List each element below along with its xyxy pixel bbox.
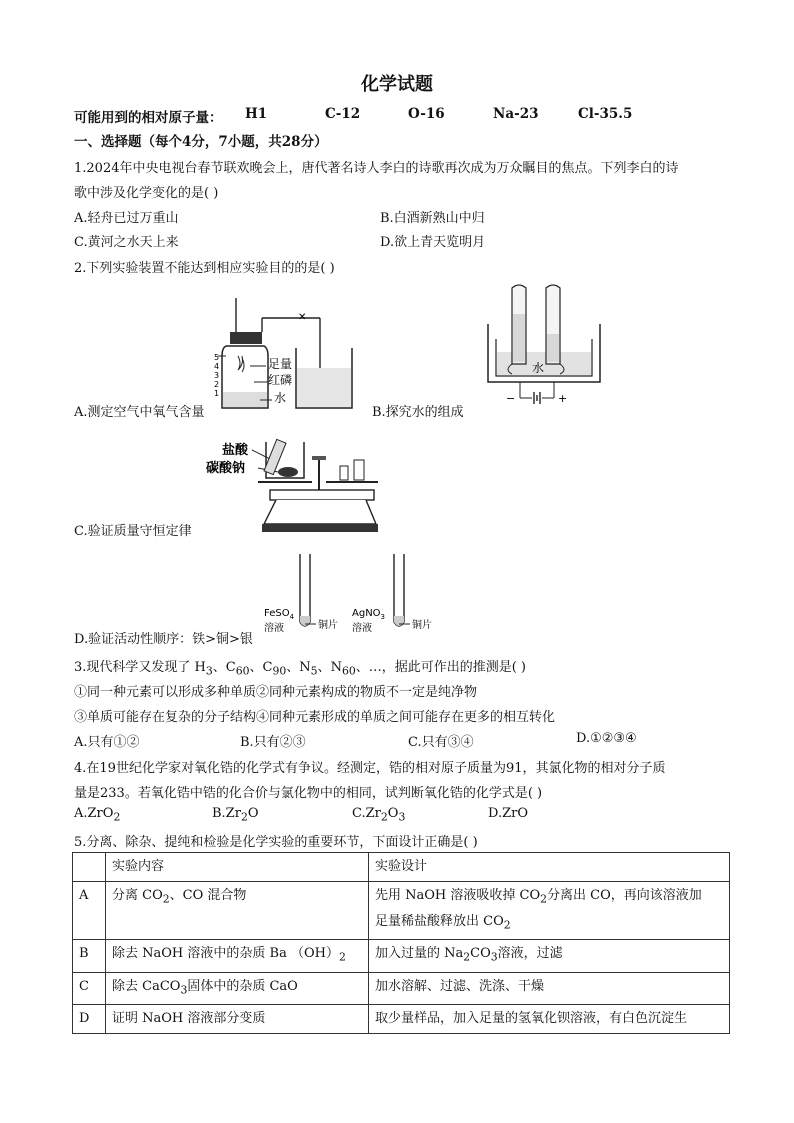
q1-option-a: A.轻舟已过万重山 xyxy=(74,211,179,226)
q4-stem-line1: 4.在19世纪化学家对氧化锆的化学式有争议。经测定，锆的相对原子质量为91，其氯化物的相对分子质 xyxy=(74,761,666,776)
q4-option-c: $C.Zr_2O_3$ xyxy=(352,806,406,824)
q4-stem-line2: 量是233。若氧化锆中锆的化合价与氯化物中的相同，试判断氧化锆的化学式是( ) xyxy=(74,786,543,801)
row-key: B xyxy=(73,940,106,973)
q1-option-b: B.白酒新熟山中归 xyxy=(380,211,485,226)
figure-a-apparatus xyxy=(212,296,362,414)
q5-table xyxy=(72,852,730,1034)
row-key: C xyxy=(73,972,106,1005)
q1-option-c: C.黄河之水天上来 xyxy=(74,235,179,250)
row-design: 加水溶解、过滤、洗涤、干燥 xyxy=(369,972,730,1005)
row-design: 取少量样品，加入足量的氢氧化钡溶液，有白色沉淀生 xyxy=(369,1005,730,1034)
figure-a-tick-1: 1 xyxy=(214,389,220,398)
figure-b-plus: + xyxy=(558,392,568,405)
q3-option-c: C.只有③④ xyxy=(408,735,474,750)
row-design: 加入过量的 $Na_2CO_3$溶液，过滤 xyxy=(369,940,730,973)
q1-stem-line1: 1.2024年中央电视台春节联欢晚会上，唐代著名诗人李白的诗歌再次成为万众瞩目的焦点。下列李白的诗 xyxy=(74,161,679,176)
q3-option-a: A.只有①② xyxy=(74,735,140,750)
figure-b-water-label: 水 xyxy=(532,361,545,375)
q2-option-d: D.验证活动性顺序：铁>铜>银 xyxy=(74,632,253,647)
q2-option-a: A.测定空气中氧气含量 xyxy=(74,405,205,420)
figure-b-minus: − xyxy=(506,392,516,405)
table-header-design: 实验设计 xyxy=(369,853,730,882)
row-key: A xyxy=(73,882,106,940)
atomic-mass-o: O-16 xyxy=(408,106,445,122)
figure-a-label-sufficient: 足量 xyxy=(268,357,293,371)
q5-stem: 5.分离、除杂、提纯和检验是化学实验的重要环节，下面设计正确是( ) xyxy=(74,835,478,850)
q3-statement-2: ③单质可能存在复杂的分子结构④同种元素形成的单质之间可能存在更多的相互转化 xyxy=(74,710,556,725)
q3-option-d: D.①②③④ xyxy=(576,731,637,746)
table-header-content: 实验内容 xyxy=(106,853,369,882)
q1-option-d: D.欲上青天览明月 xyxy=(380,235,486,250)
figure-c-label-carbonate: 碳酸钠 xyxy=(206,461,246,476)
atomic-mass-label: 可能用到的相对原子量： xyxy=(74,110,223,126)
figure-d-sol2-formula: AgNO$_3$ xyxy=(352,608,386,621)
figure-d-sol1-label: 溶液 xyxy=(264,623,284,634)
q3-stem: 3.现代科学又发现了 $H_3$、$C_{60}$、$C_{90}$、$N_5$、$N_{60}$、…，据此可作出的推测是( ) xyxy=(74,660,526,678)
table-row xyxy=(73,972,730,1005)
table-row xyxy=(73,1005,730,1034)
figure-a-label-water: 水 xyxy=(274,391,287,405)
q2-stem: 2.下列实验装置不能达到相应实验目的的是( ) xyxy=(74,261,335,276)
q4-option-b: $B.Zr_2O$ xyxy=(212,806,259,824)
figure-a-tick-2: 2 xyxy=(214,380,220,389)
figure-d-test-tubes xyxy=(262,552,437,642)
section-heading: 一、选择题（每个4分，7小题，共28分） xyxy=(74,134,328,150)
atomic-mass-cl: Cl-35.5 xyxy=(578,106,633,122)
row-content: 除去 CaCO$_3$固体中的杂质 CaO xyxy=(106,972,369,1005)
row-content: 证明 NaOH 溶液部分变质 xyxy=(106,1005,369,1034)
figure-a-tick-3: 3 xyxy=(214,371,220,380)
q2-option-b: B.探究水的组成 xyxy=(372,405,464,420)
q3-statement-1: ①同一种元素可以形成多种单质②同种元素构成的物质不一定是纯净物 xyxy=(74,685,478,700)
table-header-row xyxy=(73,853,730,882)
table-header-key xyxy=(73,853,106,882)
table-row xyxy=(73,882,730,940)
figure-c-balance xyxy=(200,432,385,536)
q2-option-c: C.验证质量守恒定律 xyxy=(74,524,192,539)
figure-d-sol1-formula: FeSO$_4$ xyxy=(264,608,295,621)
q4-option-d: D.ZrO xyxy=(488,806,528,821)
figure-a-tick-4: 4 xyxy=(214,362,220,371)
atomic-mass-c: C-12 xyxy=(325,106,361,122)
figure-c-label-acid: 盐酸 xyxy=(222,443,249,458)
q3-option-b: B.只有②③ xyxy=(240,735,306,750)
row-key: D xyxy=(73,1005,106,1034)
figure-a-tick-5: 5 xyxy=(214,353,220,362)
figure-b-electrolysis xyxy=(484,284,604,412)
figure-d-sol2-label: 溶液 xyxy=(352,623,372,634)
figure-d-metal1-label: 铜片 xyxy=(318,620,338,631)
atomic-mass-h: H1 xyxy=(245,106,268,122)
row-content: 除去 NaOH 溶液中的杂质 Ba $(OH)_2$ xyxy=(106,940,369,973)
q4-option-a: A.ZrO$_2$ xyxy=(74,806,121,824)
row-content: 分离 $CO_2$、CO 混合物 xyxy=(106,882,369,940)
q1-stem-line2: 歌中涉及化学变化的是( ) xyxy=(74,186,219,201)
svg-text:✕: ✕ xyxy=(298,312,307,323)
row-design: 先用 NaOH 溶液吸收掉 $CO_2$分离出 CO，再向该溶液加 足量稀盐酸释放出 $CO_2$ xyxy=(369,882,730,940)
figure-a-label-phosphorus: 红磷 xyxy=(268,373,293,387)
atomic-mass-na: Na-23 xyxy=(493,106,539,122)
page-title: 化学试题 xyxy=(361,74,433,95)
table-row xyxy=(73,940,730,973)
figure-d-metal2-label: 铜片 xyxy=(412,620,432,631)
